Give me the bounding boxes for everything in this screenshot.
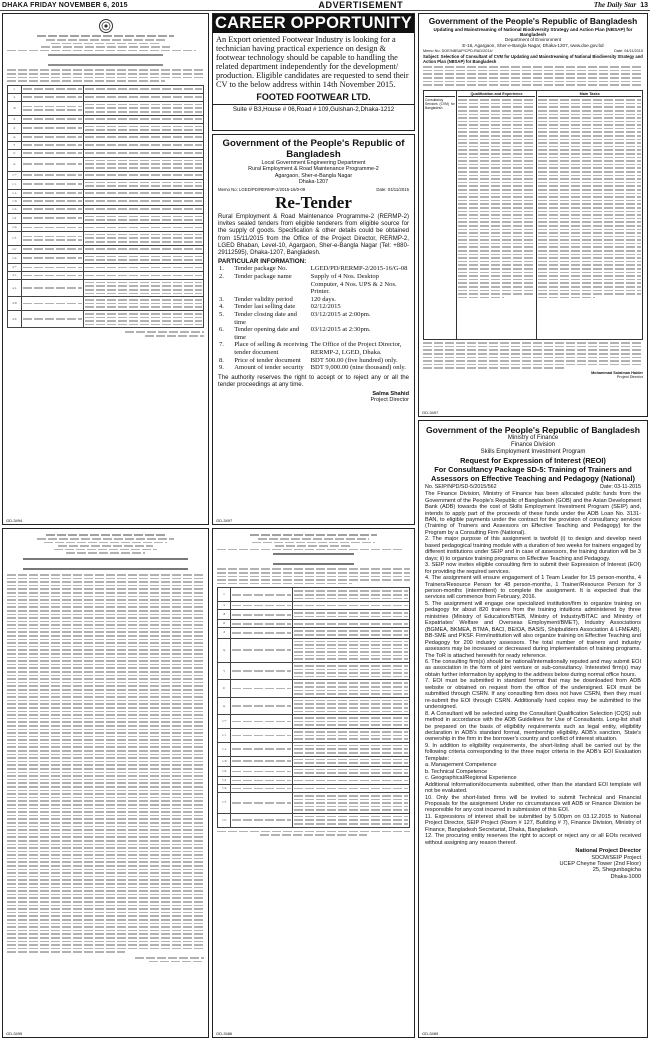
bangla-notice-bottom-middle [212, 528, 415, 1038]
page-masthead [0, 0, 650, 11]
ad-code: GD-3486 [216, 1031, 233, 1036]
eoi-criteria-a: a. Management Competence [425, 762, 497, 769]
nbsap-signer: Mohammad Solaiman Haider [591, 370, 643, 375]
nbsap-footer-lines [423, 342, 643, 369]
newspaper-logo: The Daily Star [593, 1, 637, 9]
masthead-right [594, 1, 648, 9]
retender-project: Rural Employment & Road Maintenance Programme-2 [248, 166, 379, 173]
retender-row-value: 03/12/2015 at 2:00pm. [310, 310, 371, 318]
retender-row [218, 273, 409, 296]
retender-row-value: Supply of 4 Nos. Desktop Computer, 4 Nos. UPS & 2 Nos. Printer. [310, 273, 397, 296]
retender-notice [212, 134, 415, 525]
eoi-division: Finance Division [510, 442, 556, 448]
nbsap-subject: Subject: Selection of Consultant of CVM for Updating and Mainstreaming of National Biodiversity Strategy and Action Plan (NBSAP) for Bangladesh [423, 54, 643, 65]
retender-row-number: 1. [219, 265, 224, 273]
bangla-heading [273, 553, 354, 565]
nbsap-col1: Consultancy Services (CVM) for Bangladesh [425, 98, 455, 111]
retender-memo [218, 187, 409, 192]
eoi-request: Request for Expression of Interest (REOI) [460, 456, 606, 465]
retender-table [218, 265, 409, 371]
eoi-para-11: 11. Expressions of interest shall be submitted by 5.00pm on 03.12.2015 to National Project Director, SEIP Project (Room # 127, Building # 7), Finance Division, Ministry of Finance, Bangladesh Secretariat, Dhaka, Bangladesh. [425, 813, 641, 833]
nbsap-requirements-grid [423, 90, 643, 340]
bangla-table: ১ ২ ৩ ৪ ৫ ৬ ৭ ৮ ৯ ১০ ১১ ১২ ১৩ ১৪ ১৫ ১৬ ১৭ ১৮ [217, 587, 410, 827]
retender-office: Agargaon, Sher-e-Bangla Nagar [274, 172, 353, 179]
eoi-signer-city: Dhaka-1000 [610, 873, 641, 880]
eoi-para-5: 5. The assignment will engage one specialized institution/firm to organize training on pedagogy for about 820 trainers from the training intuitions administered by three ministries (Ministry of Education/BTEB, Ministry of Industry/BITAC and Ministry of Expatriates' Welfare and Overseas Employment/BMET), Industry Associations (BGMEA, BKMEA, BTMA, BACI, BEIOA, BASIS, Shipbuilders Association & LFMEAB), BB-SME and PKSF. Firm/institution will also organize training on Effective Teaching and Pedagogy for 200 industry assessors. The total number of trainers and industry assessors may be increased or decreased during implementation of training programs. The ToR is attached herewith for ready reference. [425, 600, 641, 659]
retender-signer: Salma Shahid [372, 391, 409, 398]
retender-row-number: 6. [219, 326, 224, 334]
career-address: Suite # B3,House # 06,Road # 109,Gulshan-2,Dhaka-1212 [213, 104, 414, 113]
retender-row [218, 296, 409, 304]
retender-row-label: Tender last selling date [234, 303, 296, 311]
retender-row-number: 8. [219, 356, 224, 364]
retender-row-value: 03/12/2015 at 2:30pm. [310, 326, 371, 334]
eoi-signer-street: 25, Shegunbagicha [592, 867, 641, 874]
retender-row [218, 326, 409, 341]
retender-row-number: 5. [219, 310, 224, 318]
retender-row [218, 265, 409, 273]
eoi-criteria-c: c. Geographical/Regional Experience [425, 775, 517, 782]
eoi-ministry: Ministry of Finance [507, 435, 559, 441]
retender-row-value: BDT 9,000.00 (nine thousand) only. [310, 364, 406, 372]
ad-code: GD-3497 [422, 410, 439, 415]
retender-row [218, 303, 409, 311]
retender-row [218, 311, 409, 326]
nbsap-memo [423, 49, 643, 53]
eoi-gov-title: Government of the People's Republic of Bangladesh [425, 425, 641, 435]
eoi-criteria-note: Additional information/documents submitted, other than the standard EOI template will not be evaluated. [425, 781, 641, 795]
career-heading: CAREER OPPORTUNITY [214, 14, 413, 32]
masthead-section: ADVERTISEMENT [318, 0, 404, 10]
government-seal-icon [99, 19, 113, 33]
retender-city: Dhaka-1207 [298, 179, 329, 186]
retender-row-number: 4. [219, 303, 224, 311]
retender-row [218, 357, 409, 365]
retender-signature [218, 391, 409, 403]
career-opportunity-ad [212, 13, 415, 131]
retender-intro: Rural Employment & Road Maintenance Programme-2 (RERMP-2) invites sealed tenders from eligible tenderers from eligible source for the supply of goods. Specification & other details could be obtained from 15/11/2015 from the Office of the Project Director, RERMP-2, LGED Bhaban, Level-10, Agargaon, Sher-e-Bangla Nagar (Tel: +880-29112595), Dhaka-1207, Bangladesh. [218, 212, 409, 257]
retender-row-value: 120 days. [310, 295, 336, 303]
retender-heading: Re-Tender [275, 192, 352, 212]
eoi-para-1: The Finance Division, Ministry of Finance has been allocated public funds from the Government of the People's Republic of Bangladesh (GOB) and the Asian Development Bank (ADB) towards the cost of Skills Employment Investment Program (SEIP) and, intends to apply part of the proceeds of these funds under the ADB Loan No. 3131-BAN, to eligible payments under the contract for the provision of consultancy services (Training of Trainers and Assessors on Effective Teaching and Pedagogy) for the Program by a Consulting Firm (National). [425, 491, 641, 536]
retender-row-number: 2. [219, 273, 224, 280]
bangla-notice-bottom-left [2, 528, 209, 1038]
retender-signer-title: Project Director [370, 397, 409, 404]
eoi-signature [425, 848, 641, 880]
career-company: FOOTED FOOTWEAR LTD. [256, 92, 371, 102]
nbsap-address: E-16, Agargaon, Sher-e-Bangla Nagar, Dhaka-1207, www.doe.gov.bd [462, 42, 604, 48]
retender-row-label: Tender package No. [234, 265, 288, 273]
retender-dept: Local Government Engineering Department [261, 160, 366, 166]
retender-row-label: Price of tender document [234, 356, 301, 364]
retender-particular-heading: PARTICULAR INFORMATION: [218, 258, 307, 266]
ad-code: GD-3495 [6, 1031, 23, 1036]
nbsap-col2-lines [458, 99, 536, 298]
retender-row-label: Tender closing date and time [234, 310, 297, 326]
eoi-para-3: 3. SEIP now invites eligible consulting firm to submit their Expression of Interest (EOI) for providing the required services. [425, 562, 641, 575]
eoi-para-2: 2. The major purpose of this assignment is twofold (i) to design and develop need based pedagogical training module with a duration of two weeks for trainers engaged by different institutions under SEIP and in case of assessors, the training duration will be 3 days; ii) to organize training programs on Effective Teaching and Pedagogy. [425, 536, 641, 562]
nbsap-signature [423, 371, 643, 379]
retender-memo-no: Memo No: LGED/PD/RERMP-2/2015-16/0-09 [218, 186, 306, 192]
retender-row-label: Tender package name [234, 273, 292, 280]
nbsap-gov-title: Government of the People's Republic of Bangladesh [428, 16, 638, 26]
retender-row-number: 7. [219, 341, 224, 349]
retender-row-value: The Office of the Project Director, RERMP-2, LGED, Dhaka. [310, 341, 402, 356]
nbsap-memo-no: Memo No. DOE/NBSAP/CPD-R&D/2014/ [423, 49, 493, 54]
eoi-project: Skills Employment Investment Program [480, 449, 586, 455]
ad-code: GD-3489 [422, 1031, 439, 1036]
eoi-memo-date: Date: 03-11-2015 [600, 484, 641, 491]
eoi-criteria-b: b. Technical Competence [425, 768, 488, 775]
nbsap-intro-lines [423, 64, 643, 88]
nbsap-memo-date: Date: 04/11/2015 [614, 49, 643, 54]
retender-memo-date: Date: 04/11/2015 [376, 186, 409, 192]
ad-code: GD-3494 [6, 518, 23, 523]
eoi-package: For Consultancy Package SD-5: Training of Trainers and Assessors on Effective Teaching and Pedagogy (National) [431, 465, 635, 483]
eoi-memo-no: No. SEIP/NPD/SD-5/2015/562 [425, 484, 497, 491]
nbsap-dept: Department of Environment [504, 37, 562, 43]
masthead-date: DHAKA FRIDAY NOVEMBER 6, 2015 [2, 1, 128, 9]
eoi-para-6: 6. The consulting firm(s) should be national/internationally reputed and may submit EOI as association in the form of joint venture or sub-consultancy. Interested firm(s) may obtain further information by applying to the address below during normal office hours. [425, 659, 641, 678]
bangla-table: ১ ২ ৩ ৪ ৫ ৬ ৭ ৮ ৯ ১০ ১১ ১২ ১৩ ১৪ ১৫ ১৬ ১৭ ১৮ ১৯ ২০ ২১ ২২ ২৩ ২৪ [7, 85, 204, 329]
retender-row-label: Place of selling & receiving tender document [234, 341, 308, 356]
retender-row-label: Tender opening date and time [234, 326, 300, 341]
eoi-signer-building: UCEP Cheyne Tower (2nd Floor) [559, 860, 641, 867]
eoi-para-4: 4. The assignment will ensure engagement of 1 Team Leader for 15 person-months, 4 Trainers/Resource Person for 48 person-months, 1 Trainer/Resource Person for 3 person-months (intermittent) to complete the assignment. It is expected that the services will commence from February, 2016. [425, 575, 641, 601]
retender-row-label: Tender validity period [234, 295, 293, 303]
bangla-heading [48, 54, 162, 66]
page-number: 13 [640, 1, 648, 9]
eoi-signer-office: SDCM/SEIP Project [591, 854, 641, 861]
eoi-para-12: 12. The procuring entity reserves the right to accept or reject any or all EOIs received without assigning any reason thereof. [425, 833, 641, 846]
nbsap-consultant-notice [418, 13, 648, 417]
retender-closing: The authority reserves the right to accept or to reject any or all the tender proceedings at any time. [218, 373, 409, 389]
retender-row-value: 02/12/2015 [310, 303, 341, 311]
eoi-para-8: 8. A Consultant will be selected using the Consultant Qualification Selection (CQS) sub method in accordance with the ADB Guidelines for Use of Consultants. Long-list shall be prepared on the basis of eligibility requirements such as legal entity, eligibility declaration in ADB's standard format, membership eligibility. ADB's sanction, State's ownership in the firm in the borrower's country and conflict of interest situation. [425, 710, 641, 743]
ad-code: GD-3497 [216, 518, 233, 523]
career-body: An Export oriented Footwear Industry is looking for a technician having practical experience on design & footwear technology should be capable to handling the related department independently for the development/ production. Eligible candidates are requested to send their CV to the below address within 14th November 2015. [216, 35, 409, 89]
nbsap-signer-title: Project Director [616, 374, 643, 379]
retender-row-number: 9. [219, 364, 224, 372]
nbsap-col3-head: Main Tasks [538, 92, 641, 97]
nbsap-col1-head [425, 92, 455, 97]
retender-row-number: 3. [219, 295, 224, 303]
bangla-body-lines [7, 574, 204, 953]
bangla-heading [23, 558, 188, 570]
retender-row-value: BDT 500.00 (five hundred) only. [310, 356, 398, 364]
seip-eoi-notice [418, 420, 648, 1038]
eoi-memo [425, 484, 641, 490]
retender-gov-title: Government of the People's Republic of Bangladesh [222, 138, 405, 160]
nbsap-col2-head: Qualification and Experience [458, 92, 536, 97]
retender-row [218, 341, 409, 356]
eoi-para-9: 9. In addition to eligibility requirements, the short-listing shall be carried out by the following criteria corresponding to the three major criteria in the ADB's EOI Evaluation Template: [425, 742, 641, 762]
eoi-para-7: 7. EOI must be submitted in standard format that may be downloaded from ADB website or obtained on request from the office of the undersigned. EOI must be submitted through CSRN. If any consulting firm does not have CSRN, then they must re-submit the EOI through CSRN. Additionally hard copies may be submitted to the undersigned. [425, 678, 641, 711]
eoi-signer-title: National Project Director [575, 848, 641, 855]
nbsap-project: Updating and Mainstreaming of National Biodiversity Strategy and Action Plan (NBSAP) for Bangladesh [433, 26, 633, 37]
eoi-para-10: 10. Only the short-listed firms will be invited to submit Technical and Financial Proposals for the assignment Under no circumstances will ADB or Finance Division be responsible for any cost incurred in submission of this EOI. [425, 794, 641, 814]
nbsap-col3-lines [538, 99, 641, 298]
retender-row-label: Amount of tender security [234, 364, 304, 372]
bangla-notice-top-left [2, 13, 209, 525]
retender-row-value: LGED/PD/RERMP-2/2015-16/G-08 [310, 265, 408, 273]
retender-row [218, 364, 409, 372]
